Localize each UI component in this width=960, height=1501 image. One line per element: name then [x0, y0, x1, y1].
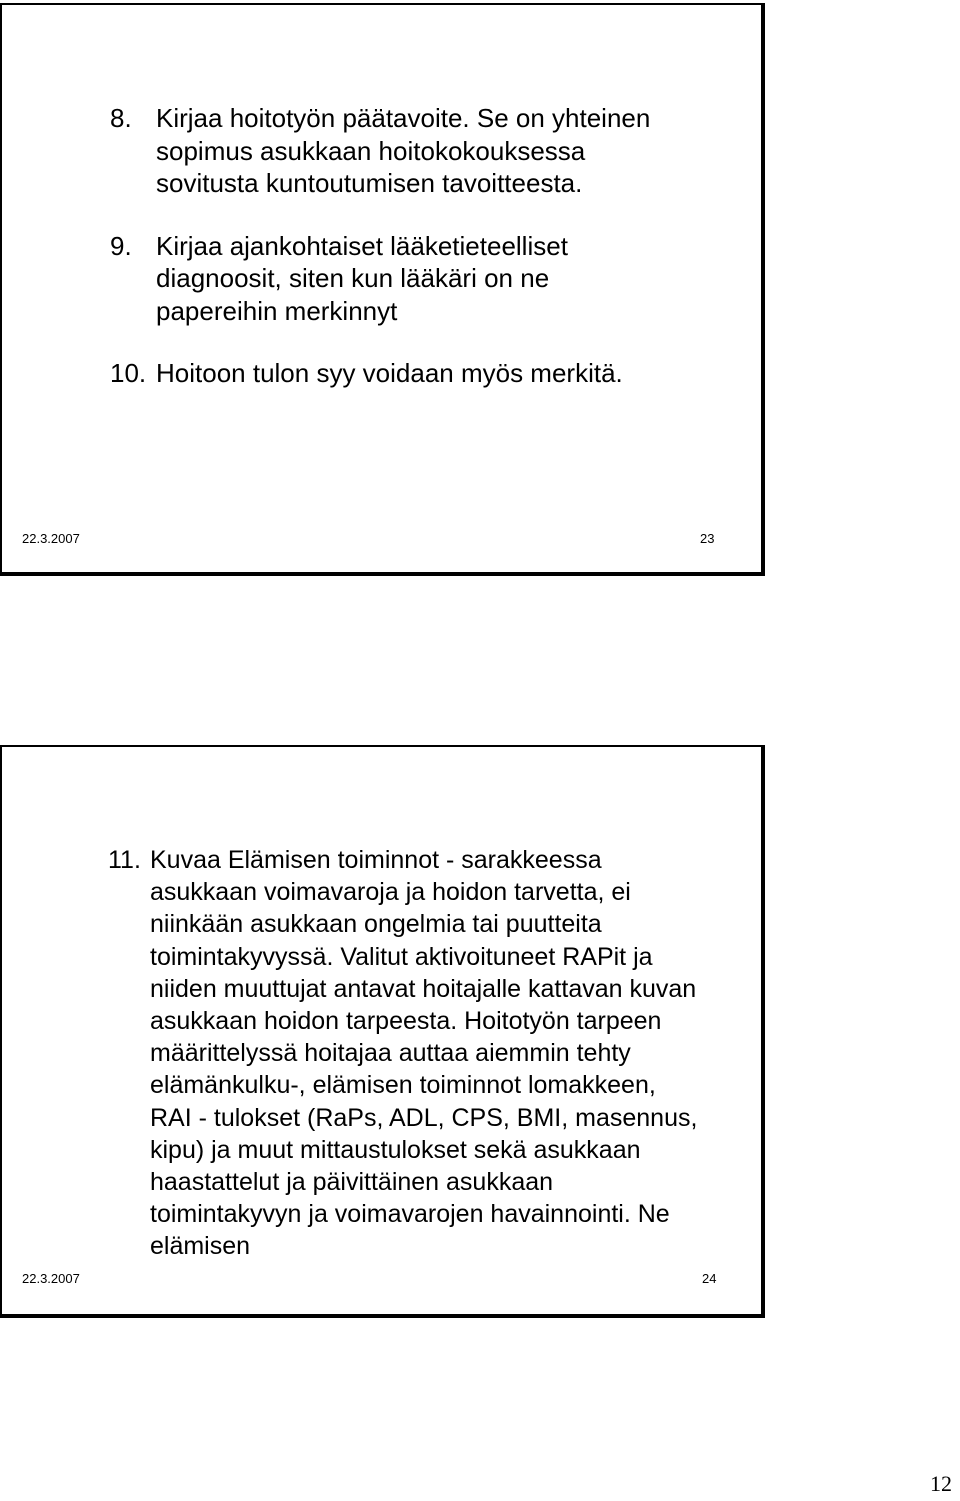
- list-item-text: Kirjaa ajankohtaiset lääketieteelliset diagnoosit, siten kun lääkäri on ne papereihin merkinnyt: [156, 230, 568, 326]
- list-item-number: 8.: [110, 103, 132, 133]
- list-item-text: Kuvaa Elämisen toiminnot - sarakkeessa asukkaan voimavaroja ja hoidon tarvetta, ei niinkään asukkaan ongelmia tai puutteita toimintakyvyssä. Valitut aktivoituneet RAPit ja niiden muuttujat antavat hoitajalle kattavan kuvan asukkaan hoidon tarpeesta. Hoitotyön tarpeen määrittelyssä hoitajaa auttaa aiemmin tehty elämänkulku-, elämisen toiminnot lomakkeen, RAI - tulokset (RaPs, ADL, CPS, BMI, masennus, kipu) ja muut mittaustulokset sekä asukkaan haastattelut ja päivittäinen asukkaan toimintakyvyn ja voimavarojen havainnointi. Ne elämisen: [150, 846, 698, 1261]
- list-item-text: Hoitoon tulon syy voidaan myös merkitä.: [156, 358, 623, 388]
- list-item-10: [110, 357, 670, 390]
- slide-23-list: [110, 102, 670, 420]
- list-item-8: [110, 102, 670, 200]
- slide-date: 22.3.2007: [22, 1271, 80, 1286]
- list-item-number: 10.: [110, 358, 147, 388]
- list-item-11: [108, 844, 698, 1263]
- list-item-number: 9.: [110, 230, 132, 261]
- list-item-text: Kirjaa hoitotyön päätavoite. Se on yhteinen sopimus asukkaan hoitokokouksessa sovitusta kuntoutumisen tavoitteesta.: [156, 103, 651, 198]
- list-item-9: [110, 230, 670, 328]
- slide-page-number: 23: [700, 531, 715, 546]
- slide-23: [0, 3, 765, 576]
- list-item-number: 11.: [108, 846, 141, 874]
- slide-page-number: 24: [702, 1271, 717, 1286]
- slide-date: 22.3.2007: [22, 531, 80, 546]
- slide-24: [0, 745, 765, 1318]
- sheet-page-number: 12: [930, 1471, 952, 1496]
- slide-24-list: [108, 844, 698, 1263]
